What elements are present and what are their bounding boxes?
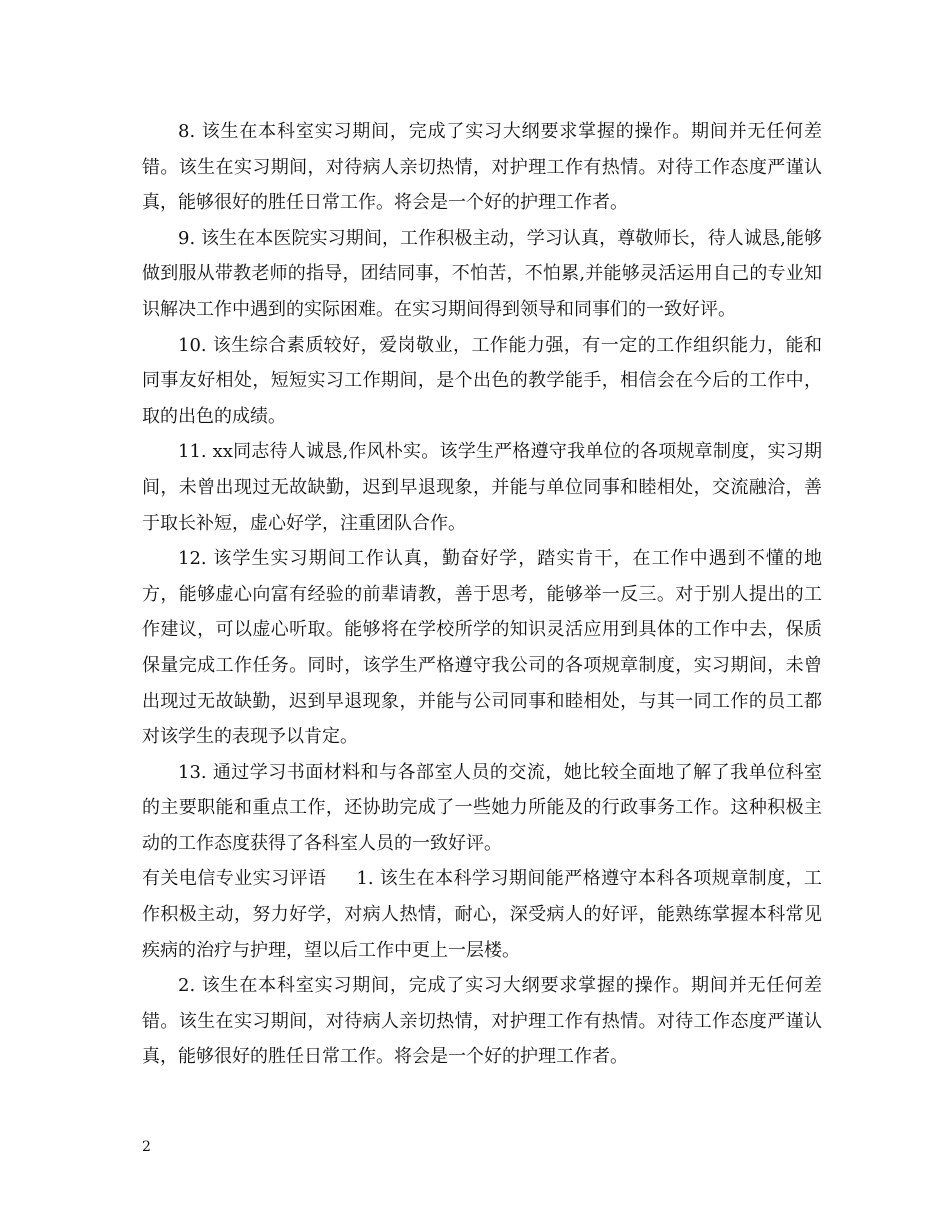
paragraph-item-11: 11. xx同志待人诚恳,作风朴实。该学生严格遵守我单位的各项规章制度，实习期间，未曾出现过无故缺勤，迟到早退现象，并能与单位同事和睦相处，交流融洽，善于取长补短，虚心好学，注重团队合作。 [142, 441, 822, 534]
paragraph-item-13: 13. 通过学习书面材料和与各部室人员的交流，她比较全面地了解了我单位科室的主要职能和重点工作，还协助完成了一些她力所能及的行政事务工作。这种积极主动的工作态度获得了各科室人员的一致好评。 [142, 761, 822, 854]
page-number: 2 [142, 1139, 151, 1155]
section-paragraph [142, 861, 822, 968]
paragraph-item-8: 8. 该生在本科室实习期间，完成了实习大纲要求掌握的操作。期间并无任何差错。该生在实习期间，对待病人亲切热情，对护理工作有热情。对待工作态度严谨认真，能够很好的胜任日常工作。将会是一个好的护理工作者。 [142, 121, 822, 214]
section-heading: 有关电信专业实习评语 [142, 868, 327, 890]
paragraph-item-10: 10. 该生综合素质较好，爱岗敬业，工作能力强，有一定的工作组织能力，能和同事友好相处，短短实习工作期间，是个出色的教学能手，相信会在今后的工作中，取的出色的成绩。 [142, 334, 822, 427]
paragraph-item-9: 9. 该生在本医院实习期间，工作积极主动，学习认真，尊敬师长，待人诚恳,能够做到服从带教老师的指导，团结同事，不怕苦，不怕累,并能够灵活运用自己的专业知识解决工作中遇到的实际困难。在实习期间得到领导和同事们的一致好评。 [142, 227, 822, 320]
document-body [142, 114, 822, 1075]
paragraph-item-2: 2. 该生在本科室实习期间，完成了实习大纲要求掌握的操作。期间并无任何差错。该生在实习期间，对待病人亲切热情，对护理工作有热情。对待工作态度严谨认真，能够很好的胜任日常工作。将会是一个好的护理工作者。 [142, 975, 822, 1068]
paragraph-item-1: 1. 该生在本科学习期间能严格遵守本科各项规章制度，工作积极主动，努力好学，对病人热情，耐心，深受病人的好评，能熟练掌握本科常见疾病的治疗与护理，望以后工作中更上一层楼。 [142, 868, 823, 961]
paragraph-item-12: 12. 该学生实习期间工作认真，勤奋好学，踏实肯干，在工作中遇到不懂的地方，能够虚心向富有经验的前辈请教，善于思考，能够举一反三。对于别人提出的工作建议，可以虚心听取。能够将在学校所学的知识灵活应用到具体的工作中去，保质保量完成工作任务。同时，该学生严格遵守我公司的各项规章制度，实习期间，未曾出现过无故缺勤，迟到早退现象，并能与公司同事和睦相处，与其一同工作的员工都对该学生的表现予以肯定。 [142, 548, 822, 748]
